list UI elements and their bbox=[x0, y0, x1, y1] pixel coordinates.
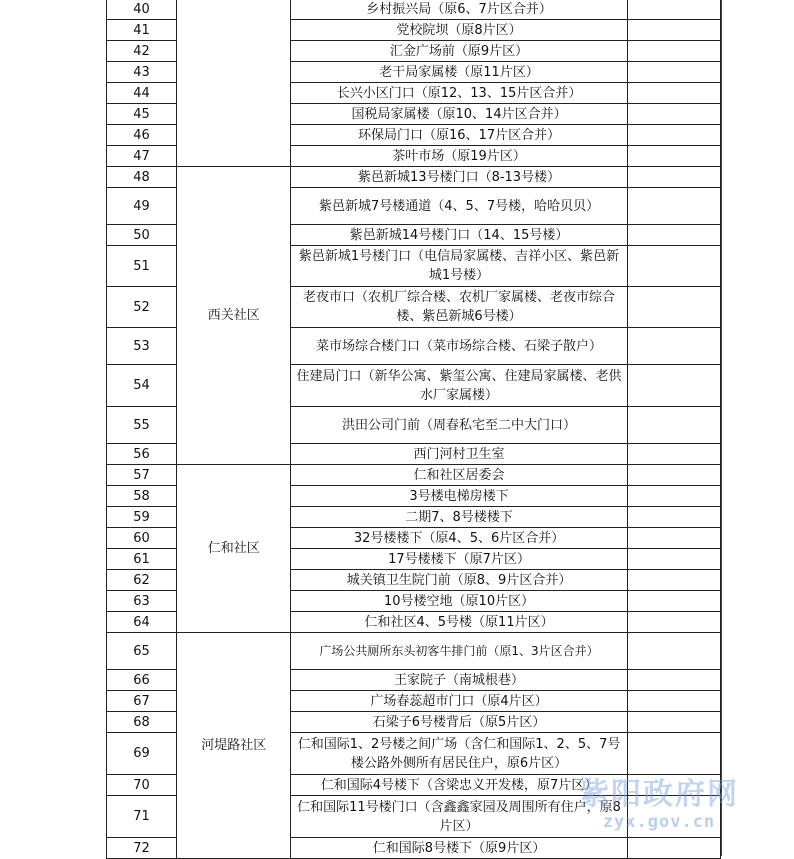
location-cell: 长兴小区门口（原12、13、15片区合并） bbox=[291, 83, 628, 104]
row-number: 52 bbox=[107, 287, 177, 328]
location-cell: 广场春蕊超市门口（原4片区） bbox=[291, 691, 628, 712]
remarks-cell bbox=[627, 633, 720, 670]
location-cell: 紫邑新城14号楼门口（14、15号楼） bbox=[291, 225, 628, 246]
location-cell: 住建局门口（新华公寓、紫玺公寓、住建局家属楼、老供水厂家属楼） bbox=[291, 365, 628, 407]
remarks-cell bbox=[627, 225, 720, 246]
remarks-cell bbox=[627, 838, 720, 859]
remarks-cell bbox=[627, 328, 720, 365]
row-number: 59 bbox=[107, 507, 177, 528]
row-number: 71 bbox=[107, 796, 177, 838]
location-cell: 环保局门口（原16、17片区合并） bbox=[291, 125, 628, 146]
location-cell: 王家院子（南城根巷） bbox=[291, 670, 628, 691]
location-cell: 仁和国际4号楼下（含梁忠义开发楼，原7片区） bbox=[291, 775, 628, 796]
row-number: 70 bbox=[107, 775, 177, 796]
row-number: 63 bbox=[107, 591, 177, 612]
row-number: 46 bbox=[107, 125, 177, 146]
watermark-title: 紫阳政府网 bbox=[579, 777, 739, 812]
location-cell: 仁和国际11号楼门口（含鑫鑫家园及周围所有住户，原8片区） bbox=[291, 796, 628, 838]
table-row bbox=[107, 0, 721, 20]
row-number: 42 bbox=[107, 41, 177, 62]
location-cell: 10号楼空地（原10片区） bbox=[291, 591, 628, 612]
remarks-cell bbox=[627, 125, 720, 146]
row-number: 41 bbox=[107, 20, 177, 41]
row-number: 67 bbox=[107, 691, 177, 712]
row-number: 43 bbox=[107, 62, 177, 83]
community-name bbox=[177, 0, 291, 167]
remarks-cell bbox=[627, 20, 720, 41]
remarks-cell bbox=[627, 365, 720, 407]
row-number: 58 bbox=[107, 486, 177, 507]
table-row bbox=[107, 465, 721, 486]
row-number: 40 bbox=[107, 0, 177, 20]
location-cell: 仁和国际1、2号楼之间广场（含仁和国际1、2、5、7号楼公路外侧所有居民住户，原6片区） bbox=[291, 733, 628, 775]
row-number: 60 bbox=[107, 528, 177, 549]
location-cell: 国税局家属楼（原10、14片区合并） bbox=[291, 104, 628, 125]
row-number: 69 bbox=[107, 733, 177, 775]
row-number: 54 bbox=[107, 365, 177, 407]
location-cell: 紫邑新城7号楼通道（4、5、7号楼，哈哈贝贝） bbox=[291, 188, 628, 225]
remarks-cell bbox=[627, 62, 720, 83]
location-cell: 老夜市口（农机厂综合楼、农机厂家属楼、老夜市综合楼、紫邑新城6号楼） bbox=[291, 287, 628, 328]
remarks-cell bbox=[627, 549, 720, 570]
row-number: 68 bbox=[107, 712, 177, 733]
row-number: 62 bbox=[107, 570, 177, 591]
location-cell: 汇金广场前（原9片区） bbox=[291, 41, 628, 62]
remarks-cell bbox=[627, 775, 720, 796]
remarks-cell bbox=[627, 691, 720, 712]
remarks-cell bbox=[627, 733, 720, 775]
row-number: 49 bbox=[107, 188, 177, 225]
table-row bbox=[107, 167, 721, 188]
distribution-points-table bbox=[106, 0, 721, 859]
row-number: 57 bbox=[107, 465, 177, 486]
table-row bbox=[107, 633, 721, 670]
location-cell: 紫邑新城13号楼门口（8-13号楼） bbox=[291, 167, 628, 188]
row-number: 51 bbox=[107, 246, 177, 287]
remarks-cell bbox=[627, 83, 720, 104]
community-name: 西关社区 bbox=[177, 167, 291, 465]
location-cell: 仁和国际8号楼下（原9片区） bbox=[291, 838, 628, 859]
row-number: 61 bbox=[107, 549, 177, 570]
remarks-cell bbox=[627, 0, 720, 20]
remarks-cell bbox=[627, 612, 720, 633]
location-cell: 仁和社区4、5号楼（原11片区） bbox=[291, 612, 628, 633]
location-cell: 仁和社区居委会 bbox=[291, 465, 628, 486]
location-cell: 石梁子6号楼背后（原5片区） bbox=[291, 712, 628, 733]
community-name: 仁和社区 bbox=[177, 465, 291, 633]
location-cell: 32号楼楼下（原4、5、6片区合并） bbox=[291, 528, 628, 549]
location-cell: 西门河村卫生室 bbox=[291, 444, 628, 465]
location-cell: 党校院坝（原8片区） bbox=[291, 20, 628, 41]
row-number: 48 bbox=[107, 167, 177, 188]
remarks-cell bbox=[627, 796, 720, 838]
remarks-cell bbox=[627, 407, 720, 444]
row-number: 66 bbox=[107, 670, 177, 691]
row-number: 56 bbox=[107, 444, 177, 465]
remarks-cell bbox=[627, 712, 720, 733]
location-cell: 17号楼楼下（原7片区） bbox=[291, 549, 628, 570]
remarks-cell bbox=[627, 188, 720, 225]
remarks-cell bbox=[627, 444, 720, 465]
location-cell: 二期7、8号楼楼下 bbox=[291, 507, 628, 528]
remarks-cell bbox=[627, 570, 720, 591]
location-cell: 紫邑新城1号楼门口（电信局家属楼、吉祥小区、紫邑新城1号楼） bbox=[291, 246, 628, 287]
remarks-cell bbox=[627, 670, 720, 691]
row-number: 64 bbox=[107, 612, 177, 633]
remarks-cell bbox=[627, 246, 720, 287]
row-number: 50 bbox=[107, 225, 177, 246]
remarks-cell bbox=[627, 486, 720, 507]
location-cell: 老干局家属楼（原11片区） bbox=[291, 62, 628, 83]
remarks-cell bbox=[627, 287, 720, 328]
community-name: 河堤路社区 bbox=[177, 633, 291, 859]
row-number: 53 bbox=[107, 328, 177, 365]
table-right-edge bbox=[721, 0, 722, 856]
remarks-cell bbox=[627, 465, 720, 486]
row-number: 72 bbox=[107, 838, 177, 859]
remarks-cell bbox=[627, 104, 720, 125]
location-cell: 城关镇卫生院门前（原8、9片区合并） bbox=[291, 570, 628, 591]
row-number: 45 bbox=[107, 104, 177, 125]
remarks-cell bbox=[627, 507, 720, 528]
location-cell: 茶叶市场（原19片区） bbox=[291, 146, 628, 167]
row-number: 44 bbox=[107, 83, 177, 104]
location-cell: 广场公共厕所东头初客牛排门前（原1、3片区合并） bbox=[291, 633, 628, 670]
remarks-cell bbox=[627, 167, 720, 188]
row-number: 47 bbox=[107, 146, 177, 167]
location-cell: 洪田公司门前（周春私宅至二中大门口） bbox=[291, 407, 628, 444]
row-number: 55 bbox=[107, 407, 177, 444]
location-cell: 菜市场综合楼门口（菜市场综合楼、石梁子散户） bbox=[291, 328, 628, 365]
remarks-cell bbox=[627, 146, 720, 167]
remarks-cell bbox=[627, 528, 720, 549]
location-cell: 3号楼电梯房楼下 bbox=[291, 486, 628, 507]
remarks-cell bbox=[627, 591, 720, 612]
watermark-url: zyx.gov.cn bbox=[602, 812, 716, 832]
remarks-cell bbox=[627, 41, 720, 62]
row-number: 65 bbox=[107, 633, 177, 670]
location-cell: 乡村振兴局（原6、7片区合并） bbox=[291, 0, 628, 20]
